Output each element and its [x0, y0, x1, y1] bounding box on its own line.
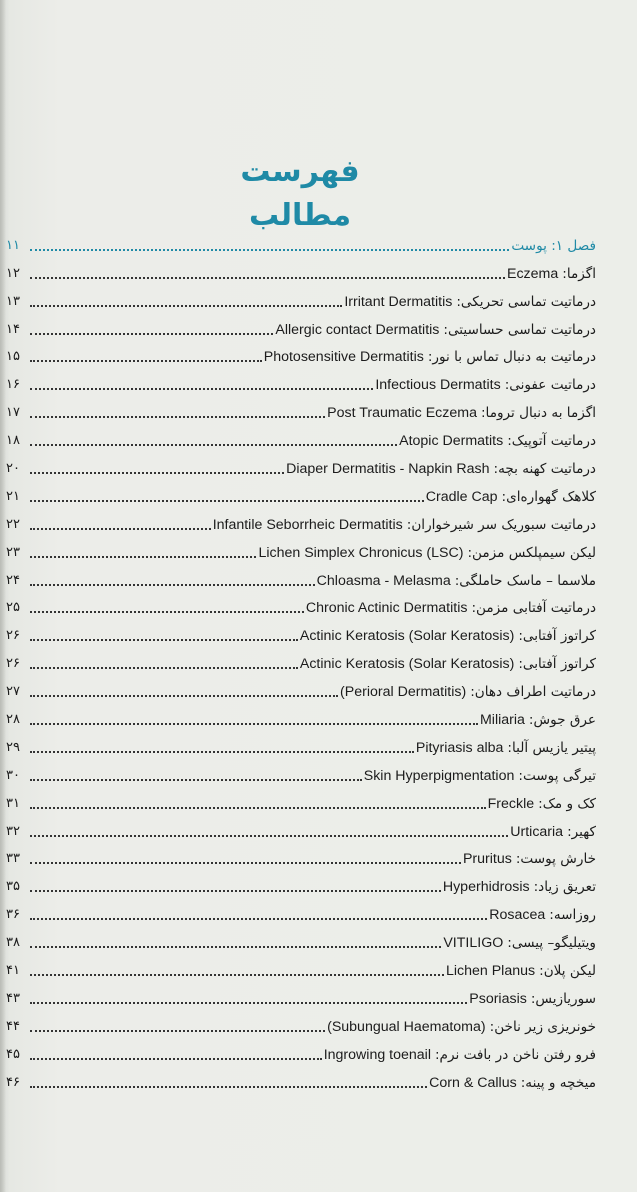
dot-leader	[30, 388, 373, 390]
toc-page-number: ۱۴	[6, 321, 20, 337]
toc-entry	[6, 786, 596, 814]
toc-entry-english-title: Irritant Dermatitis	[344, 293, 453, 310]
toc-entry	[6, 842, 596, 870]
toc-entry	[6, 1065, 596, 1093]
toc-chapter-heading	[6, 228, 596, 256]
toc-entry	[6, 340, 596, 368]
dot-leader	[30, 1058, 322, 1060]
toc-page-number: ۲۱	[6, 488, 20, 504]
toc-entry	[6, 869, 596, 897]
toc-page-number: ۳۵	[6, 879, 20, 895]
toc-entry-english-title: Chronic Actinic Dermatitis	[305, 600, 468, 617]
dot-leader	[30, 416, 325, 418]
toc-entry-persian-title: تیرگی پوست:	[518, 767, 596, 784]
toc-entry	[6, 535, 596, 563]
toc-page-number: ۳۱	[6, 795, 20, 811]
toc-entry-persian-title: عرق جوش:	[528, 712, 596, 729]
dot-leader	[30, 611, 304, 613]
dot-leader	[30, 1002, 467, 1004]
toc-entry-english-title: Freckle	[487, 795, 535, 812]
toc-entry	[6, 312, 596, 340]
dot-leader	[30, 360, 262, 362]
toc-entry-persian-title: اگزما:	[562, 265, 596, 282]
toc-page-number: ۱۱	[6, 237, 20, 253]
toc-page-number: ۴۳	[6, 990, 20, 1006]
toc-entry-english-title: Actinic Keratosis (Solar Keratosis)	[299, 656, 515, 673]
toc-entry-persian-title: پیتیر یازیس آلبا:	[507, 739, 596, 756]
toc-entry-english-title: Pityriasis alba	[415, 739, 504, 756]
toc-entry-english-title: Hyperhidrosis	[442, 879, 530, 896]
dot-leader	[30, 444, 397, 446]
dot-leader	[30, 249, 509, 251]
toc-entry	[6, 591, 596, 619]
toc-entry	[6, 507, 596, 535]
toc-entry	[6, 395, 596, 423]
dot-leader	[30, 556, 256, 558]
toc-entry	[6, 897, 596, 925]
dot-leader	[30, 528, 211, 530]
toc-entry-english-title: Atopic Dermatits	[399, 433, 504, 450]
toc-page-number: ۲۳	[6, 544, 20, 560]
toc-page-number: ۱۶	[6, 377, 20, 393]
toc-page-number: ۱۵	[6, 349, 20, 365]
toc-entry	[6, 702, 596, 730]
toc-entry-english-title: Actinic Keratosis (Solar Keratosis)	[299, 628, 515, 645]
toc-entry	[6, 925, 596, 953]
toc-entry-persian-title: اگزما به دنبال تروما:	[480, 405, 596, 422]
table-of-contents	[6, 228, 596, 1093]
toc-entry	[6, 563, 596, 591]
toc-entry-persian-title: کلاهک گهواره‌ای:	[501, 488, 596, 505]
toc-page-number: ۲۸	[6, 712, 20, 728]
toc-entry-english-title: Diaper Dermatitis - Napkin Rash	[286, 461, 490, 478]
toc-entry-english-title: (Perioral Dermatitis)	[340, 684, 467, 701]
toc-entry-persian-title: درماتیت آفتابی مزمن:	[471, 600, 596, 617]
toc-entry	[6, 1037, 596, 1065]
toc-page-number: ۲۶	[6, 656, 20, 672]
toc-entry-persian-title: درماتیت عفونی:	[504, 377, 596, 394]
toc-entry	[6, 758, 596, 786]
toc-entry-english-title: Chloasma - Melasma	[316, 572, 451, 589]
toc-entry-persian-title: درماتیت تماسی حساسیتی:	[443, 321, 596, 338]
toc-entry	[6, 256, 596, 284]
dot-leader	[30, 946, 441, 948]
toc-entry	[6, 646, 596, 674]
toc-entry	[6, 674, 596, 702]
toc-page-number: ۴۱	[6, 963, 20, 979]
toc-entry-persian-title: کراتوز آفتابی:	[518, 656, 596, 673]
toc-entry	[6, 814, 596, 842]
toc-page-number: ۳۸	[6, 935, 20, 951]
toc-entry	[6, 284, 596, 312]
toc-entry-english-title: Urticaria	[510, 823, 564, 840]
toc-page-number: ۱۲	[6, 265, 20, 281]
toc-entry-english-title: Allergic contact Dermatitis	[275, 321, 440, 338]
toc-page-number: ۳۲	[6, 823, 20, 839]
toc-page-number: ۲۷	[6, 684, 20, 700]
toc-entry-english-title: Post Traumatic Eczema	[327, 405, 477, 422]
toc-page-number: ۲۶	[6, 628, 20, 644]
page-title: فهرست مطالب	[240, 154, 360, 233]
dot-leader	[30, 1086, 427, 1088]
toc-entry-english-title: Lichen Simplex Chronicus (LSC)	[258, 544, 464, 561]
dot-leader	[30, 751, 414, 753]
toc-entry-english-title: Rosacea	[489, 907, 546, 924]
toc-page-number: ۲۹	[6, 739, 20, 755]
dot-leader	[30, 974, 444, 976]
toc-entry-persian-title: درماتیت کهنه بچه:	[493, 461, 596, 478]
toc-page-number: ۲۴	[6, 572, 20, 588]
toc-entry-persian-title: لیکن پلان:	[539, 963, 596, 980]
toc-page-number: ۳۳	[6, 851, 20, 867]
dot-leader	[30, 333, 273, 335]
toc-entry-persian-title: درماتیت تماسی تحریکی:	[456, 293, 596, 310]
toc-entry-persian-title: درماتیت آتوپیک:	[507, 433, 596, 450]
dot-leader	[30, 500, 424, 502]
toc-page-number: ۳۰	[6, 767, 20, 783]
toc-entry-english-title: VITILIGO	[443, 935, 504, 952]
toc-entry	[6, 618, 596, 646]
toc-entry-persian-title: ویتیلیگو– پیسی:	[507, 935, 596, 952]
dot-leader	[30, 472, 284, 474]
toc-page-number: ۲۰	[6, 461, 20, 477]
toc-entry-english-title: Lichen Planus	[445, 963, 536, 980]
toc-entry-persian-title: خارش پوست:	[515, 851, 596, 868]
toc-entry	[6, 1009, 596, 1037]
toc-entry-english-title: Eczema	[506, 265, 559, 282]
toc-entry	[6, 423, 596, 451]
toc-entry-persian-title: کک و مک:	[538, 795, 596, 812]
toc-entry-english-title: Ingrowing toenail	[323, 1046, 431, 1063]
toc-entry-persian-title: میخچه و پینه:	[520, 1074, 596, 1091]
dot-leader	[30, 862, 461, 864]
toc-entry-persian-title: لیکن سیمپلکس مزمن:	[467, 544, 596, 561]
toc-entry-persian-title: کهیر:	[567, 823, 596, 840]
toc-page-number: ۱۳	[6, 293, 20, 309]
toc-entry-persian-title: فصل ۱: پوست	[511, 237, 596, 254]
toc-page-number: ۴۵	[6, 1046, 20, 1062]
dot-leader	[30, 305, 342, 307]
dot-leader	[30, 639, 298, 641]
toc-entry-persian-title: روزاسه:	[549, 907, 596, 924]
toc-entry	[6, 953, 596, 981]
toc-page-number: ۴۶	[6, 1074, 20, 1090]
dot-leader	[30, 807, 486, 809]
toc-page-number: ۱۸	[6, 433, 20, 449]
toc-entry-english-title: Pruritus	[462, 851, 512, 868]
toc-entry-english-title: Corn & Callus	[429, 1074, 517, 1091]
toc-entry-english-title: Infectious Dermatits	[375, 377, 501, 394]
toc-entry-persian-title: تعریق زیاد:	[533, 879, 596, 896]
toc-page-number: ۱۷	[6, 405, 20, 421]
dot-leader	[30, 918, 487, 920]
toc-entry-persian-title: فرو رفتن ناخن در بافت نرم:	[434, 1046, 596, 1063]
dot-leader	[30, 835, 508, 837]
toc-entry-persian-title: درماتیت به دنبال تماس با نور:	[427, 349, 596, 366]
toc-entry-persian-title: ملاسما – ماسک حاملگی:	[454, 572, 596, 589]
toc-entry-english-title: Cradle Cap	[425, 488, 498, 505]
toc-entry-english-title: Skin Hyperpigmentation	[363, 767, 515, 784]
dot-leader	[30, 277, 505, 279]
toc-entry	[6, 730, 596, 758]
toc-page-number: ۳۶	[6, 907, 20, 923]
dot-leader	[30, 1030, 325, 1032]
toc-entry-english-title: (Subungual Haematoma)	[327, 1018, 486, 1035]
toc-entry-english-title: Infantile Seborrheic Dermatitis	[212, 516, 403, 533]
toc-page-number: ۲۲	[6, 516, 20, 532]
toc-entry	[6, 451, 596, 479]
toc-entry-english-title: Photosensitive Dermatitis	[263, 349, 424, 366]
dot-leader	[30, 667, 298, 669]
toc-page-number: ۴۴	[6, 1018, 20, 1034]
toc-entry-persian-title: درماتیت سبوریک سر شیرخواران:	[406, 516, 596, 533]
dot-leader	[30, 695, 338, 697]
dot-leader	[30, 584, 315, 586]
toc-entry-persian-title: خونریزی زیر ناخن:	[489, 1018, 596, 1035]
toc-entry	[6, 479, 596, 507]
toc-page-number: ۲۵	[6, 600, 20, 616]
toc-entry-persian-title: درماتیت اطراف دهان:	[470, 684, 596, 701]
toc-entry-persian-title: سوریازیس:	[530, 990, 596, 1007]
toc-entry-english-title: Miliaria	[479, 712, 525, 729]
dot-leader	[30, 890, 441, 892]
dot-leader	[30, 723, 478, 725]
toc-entry-english-title: Psoriasis	[469, 990, 527, 1007]
toc-entry	[6, 981, 596, 1009]
toc-entry	[6, 367, 596, 395]
dot-leader	[30, 779, 362, 781]
toc-entry-persian-title: کراتوز آفتابی:	[518, 628, 596, 645]
